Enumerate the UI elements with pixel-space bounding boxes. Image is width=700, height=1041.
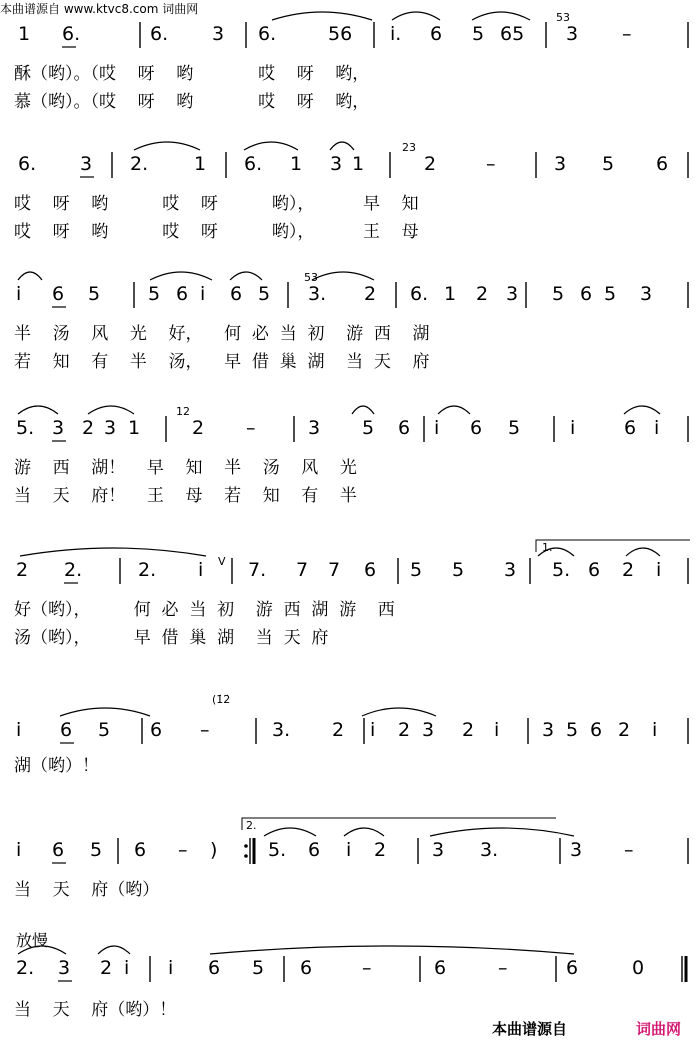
note: 5: [258, 283, 271, 305]
page-header: 本曲谱源自 www.ktvc8.com 词曲网: [0, 2, 199, 16]
slur: [244, 142, 298, 150]
note: 2.: [16, 957, 35, 979]
lyric-line: 酥（哟）。（哎 呀 哟 哎 呀 哟，: [14, 64, 370, 84]
note: 6: [308, 839, 321, 861]
slur: [20, 548, 206, 556]
note: –: [624, 839, 634, 861]
slur: [60, 708, 150, 716]
note: i: [16, 283, 22, 305]
note: i: [434, 417, 440, 439]
note: 3: [640, 283, 653, 305]
slur: [272, 12, 372, 20]
note: 1: [444, 283, 457, 305]
slur: [626, 548, 660, 556]
lyric-line: 哎 呀 哟 哎 呀 哟）， 王 母: [14, 222, 419, 242]
note: 6: [398, 417, 411, 439]
note: 2: [622, 559, 635, 581]
note: 65: [500, 23, 525, 45]
note: i: [16, 839, 22, 861]
note: i: [654, 417, 660, 439]
slur: [438, 406, 470, 414]
slur: [312, 272, 374, 280]
note: 2: [82, 417, 95, 439]
note: 6.: [258, 23, 277, 45]
note: 6: [52, 839, 65, 861]
note: 3: [504, 559, 517, 581]
note: 3: [58, 957, 71, 979]
slur: [362, 708, 436, 716]
note: 6: [364, 559, 377, 581]
note: 6: [566, 957, 579, 979]
note: 5: [88, 283, 101, 305]
note: 6: [176, 283, 189, 305]
note: 3.: [308, 283, 327, 305]
volta-bracket-1: [536, 540, 690, 552]
note: 1: [352, 153, 365, 175]
slur: [392, 12, 440, 20]
note: 6: [590, 719, 603, 741]
note: 56: [328, 23, 353, 45]
note: 2: [100, 957, 113, 979]
note: 5: [148, 283, 161, 305]
note: 3: [308, 417, 321, 439]
lyric-line: 半 汤 风 光 好， 何 必 当 初 游 西 湖: [14, 324, 430, 344]
note: ): [210, 839, 218, 861]
slur: [344, 828, 384, 836]
lyric-line: 游 西 湖！ 早 知 半 汤 风 光: [14, 458, 357, 478]
note: 2.: [138, 559, 157, 581]
slur: [88, 406, 134, 414]
note: 6: [434, 957, 447, 979]
note: 6: [470, 417, 483, 439]
note: 2: [364, 283, 377, 305]
footer-source: 本曲谱源自: [492, 1020, 568, 1038]
note: 1: [18, 23, 31, 45]
lyric-line: 汤（哟）， 早 借 巢 湖 当 天 府: [14, 628, 329, 648]
note: 5.: [268, 839, 287, 861]
slur: [18, 406, 58, 414]
note: 3: [554, 153, 567, 175]
note: 6: [624, 417, 637, 439]
lyric-line: 哎 呀 哟 哎 呀 哟）， 早 知: [14, 194, 419, 214]
note: 7: [328, 559, 341, 581]
note: 5.: [16, 417, 35, 439]
slur: [430, 828, 574, 836]
lyric-line: 湖（哟）！: [14, 756, 99, 776]
note: 6: [656, 153, 669, 175]
note: 3: [566, 23, 579, 45]
note: i: [346, 839, 352, 861]
note: 3: [432, 839, 445, 861]
note: 1: [128, 417, 141, 439]
note: 2: [332, 719, 345, 741]
note: 3: [80, 153, 93, 175]
note: 2: [424, 153, 437, 175]
note: 5: [566, 719, 579, 741]
note: i: [198, 559, 204, 581]
note: 7.: [248, 559, 267, 581]
note: 6: [208, 957, 221, 979]
note: 1: [290, 153, 303, 175]
note: –: [622, 23, 632, 45]
grace-note: 12: [176, 405, 190, 418]
note: –: [178, 839, 188, 861]
note: 6: [134, 839, 147, 861]
note: i.: [390, 23, 402, 45]
repeat-dot: [244, 844, 248, 848]
lyric-line: 当 天 府！ 王 母 若 知 有 半: [14, 486, 357, 506]
note: 2: [398, 719, 411, 741]
note: 5: [410, 559, 423, 581]
note: 2.: [130, 153, 149, 175]
note: 5: [98, 719, 111, 741]
note: 6.: [410, 283, 429, 305]
slur: [330, 142, 354, 150]
note: 2: [462, 719, 475, 741]
note: –: [200, 719, 210, 741]
grace-note: 23: [402, 141, 416, 154]
note: –: [246, 417, 256, 439]
note: 3: [52, 417, 65, 439]
lyric-line: 慕（哟）。（哎 呀 哟 哎 呀 哟，: [14, 92, 370, 112]
volta-1-label: 1.: [542, 541, 553, 554]
slur: [98, 946, 130, 954]
grace-note: 53: [304, 271, 318, 284]
note: 5: [604, 283, 617, 305]
slur: [150, 272, 212, 280]
note: 2.: [64, 559, 83, 581]
slur: [210, 946, 574, 954]
slur: [18, 272, 42, 280]
note: 5: [252, 957, 265, 979]
note: 6: [580, 283, 593, 305]
note: 6.: [62, 23, 81, 45]
note: i: [200, 283, 206, 305]
note: i: [370, 719, 376, 741]
note: 2: [618, 719, 631, 741]
note: 1: [194, 153, 207, 175]
note: 5: [90, 839, 103, 861]
lyric-line: 当 天 府（哟）: [14, 880, 160, 900]
note: 6.: [18, 153, 37, 175]
note: 6: [430, 23, 443, 45]
note: i: [652, 719, 658, 741]
slur: [472, 12, 530, 20]
tempo-marking: 放慢: [16, 931, 49, 950]
footer-site-logo: 词曲网: [636, 1020, 682, 1038]
note: i: [570, 417, 576, 439]
note: 6: [300, 957, 313, 979]
optional-notes: (1̇2̇: [212, 693, 231, 706]
note: –: [486, 153, 496, 175]
note: 6: [60, 719, 73, 741]
note: 6: [230, 283, 243, 305]
note: 2: [192, 417, 205, 439]
note: 5: [602, 153, 615, 175]
note: 3.: [480, 839, 499, 861]
note: 3: [422, 719, 435, 741]
note: 7: [296, 559, 309, 581]
note: 3: [506, 283, 519, 305]
note: 3: [542, 719, 555, 741]
slur: [264, 828, 316, 836]
note: –: [498, 957, 508, 979]
note: –: [362, 957, 372, 979]
note: 5: [508, 417, 521, 439]
note: 5: [452, 559, 465, 581]
note: i: [494, 719, 500, 741]
slur: [352, 406, 374, 414]
note: 2: [374, 839, 387, 861]
slur: [230, 272, 262, 280]
note: 6: [52, 283, 65, 305]
lyric-line: 若 知 有 半 汤， 早 借 巢 湖 当 天 府: [14, 352, 430, 372]
note: 5: [362, 417, 375, 439]
note: 5.: [552, 559, 571, 581]
note: 3: [330, 153, 343, 175]
note: 3: [570, 839, 583, 861]
note: 6: [150, 719, 163, 741]
slur: [624, 406, 660, 414]
note: 3: [104, 417, 117, 439]
note: 2: [16, 559, 29, 581]
note: i: [16, 719, 22, 741]
breath-mark: V: [218, 555, 226, 568]
lyric-line: 当 天 府（哟）！: [14, 1000, 177, 1020]
note: 0: [632, 957, 645, 979]
repeat-dot: [244, 854, 248, 858]
grace-note: 53: [556, 11, 570, 24]
note: 2: [476, 283, 489, 305]
volta-2-label: 2.: [246, 819, 257, 832]
note: 6.: [244, 153, 263, 175]
note: i: [124, 957, 130, 979]
note: 5: [472, 23, 485, 45]
note: 5: [552, 283, 565, 305]
note: 3.: [272, 719, 291, 741]
note: 6: [588, 559, 601, 581]
lyric-line: 好（哟）， 何 必 当 初 游 西 湖 游 西: [14, 600, 395, 620]
note: 3: [212, 23, 225, 45]
note: 6.: [150, 23, 169, 45]
note: i: [168, 957, 174, 979]
note: i: [656, 559, 662, 581]
slur: [134, 142, 200, 150]
